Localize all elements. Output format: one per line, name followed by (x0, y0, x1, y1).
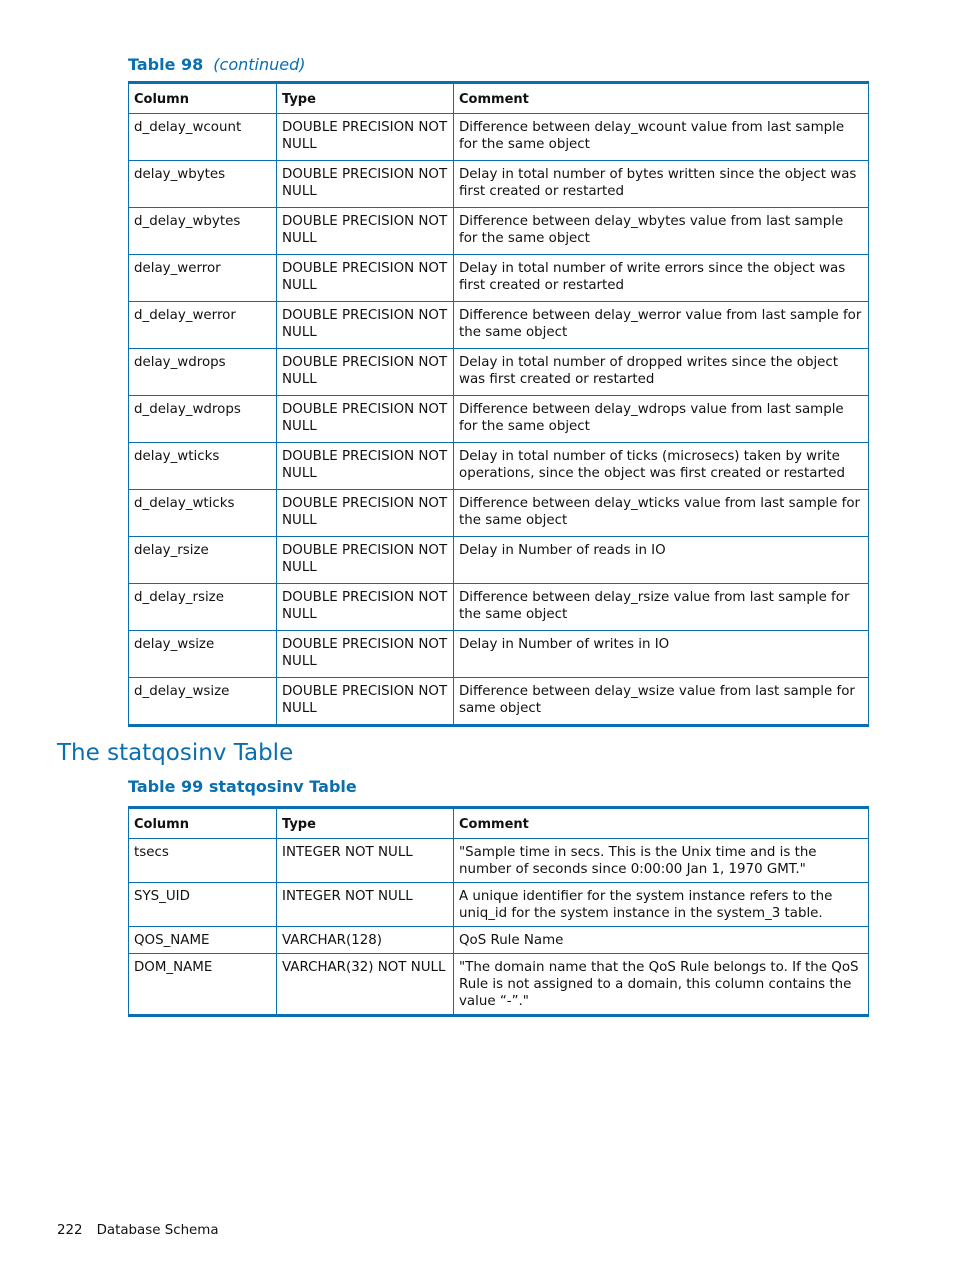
cell-type: INTEGER NOT NULL (277, 883, 454, 927)
cell-column: DOM_NAME (129, 954, 277, 1016)
table-row (129, 396, 869, 443)
cell-column: d_delay_wticks (129, 490, 277, 537)
table-row (129, 631, 869, 678)
table-98-label: Table 98 (128, 55, 204, 74)
cell-column: delay_wsize (129, 631, 277, 678)
cell-comment: Difference between delay_wdrops value from last sample for the same object (454, 396, 869, 443)
cell-comment: A unique identifier for the system instance refers to the uniq_id for the system instance in the system_3 table. (454, 883, 869, 927)
table-row (129, 490, 869, 537)
cell-comment: Difference between delay_rsize value from last sample for the same object (454, 584, 869, 631)
cell-comment: QoS Rule Name (454, 927, 869, 954)
cell-column: d_delay_rsize (129, 584, 277, 631)
cell-comment: Difference between delay_wticks value from last sample for the same object (454, 490, 869, 537)
table-row (129, 302, 869, 349)
cell-column: delay_rsize (129, 537, 277, 584)
table-98-caption (128, 55, 306, 74)
cell-column: delay_wdrops (129, 349, 277, 396)
table-row (129, 839, 869, 883)
cell-comment: Delay in total number of bytes written since the object was first created or restarted (454, 161, 869, 208)
cell-type: DOUBLE PRECISION NOT NULL (277, 584, 454, 631)
table-row (129, 349, 869, 396)
cell-column: delay_wbytes (129, 161, 277, 208)
page-number: 222 (57, 1223, 83, 1238)
cell-type: DOUBLE PRECISION NOT NULL (277, 396, 454, 443)
cell-column: delay_wticks (129, 443, 277, 490)
cell-comment: Delay in total number of write errors since the object was first created or restarted (454, 255, 869, 302)
cell-comment: "The domain name that the QoS Rule belongs to. If the QoS Rule is not assigned to a domain, this column contains the value “-”." (454, 954, 869, 1016)
table-row (129, 537, 869, 584)
cell-column: d_delay_wdrops (129, 396, 277, 443)
table-row (129, 443, 869, 490)
footer-text: Database Schema (96, 1223, 219, 1238)
cell-comment: Delay in Number of reads in IO (454, 537, 869, 584)
page-footer (57, 1223, 219, 1238)
cell-type: VARCHAR(32) NOT NULL (277, 954, 454, 1016)
column-header-type: Type (277, 808, 454, 839)
cell-type: DOUBLE PRECISION NOT NULL (277, 208, 454, 255)
cell-comment: "Sample time in secs. This is the Unix time and is the number of seconds since 0:00:00 Jan 1, 1970 GMT." (454, 839, 869, 883)
cell-type: DOUBLE PRECISION NOT NULL (277, 161, 454, 208)
table-row (129, 255, 869, 302)
cell-type: DOUBLE PRECISION NOT NULL (277, 537, 454, 584)
cell-type: DOUBLE PRECISION NOT NULL (277, 114, 454, 161)
table-row (129, 927, 869, 954)
cell-column: d_delay_wbytes (129, 208, 277, 255)
cell-type: DOUBLE PRECISION NOT NULL (277, 302, 454, 349)
table-99-caption: Table 99 statqosinv Table (128, 777, 357, 796)
table-row (129, 678, 869, 726)
column-header-comment: Comment (454, 83, 869, 114)
table-header-row (129, 83, 869, 114)
table-row (129, 161, 869, 208)
cell-comment: Delay in Number of writes in IO (454, 631, 869, 678)
table-98 (128, 81, 869, 727)
cell-column: d_delay_wsize (129, 678, 277, 726)
table-row (129, 883, 869, 927)
cell-comment: Difference between delay_wbytes value from last sample for the same object (454, 208, 869, 255)
table-row (129, 114, 869, 161)
cell-type: INTEGER NOT NULL (277, 839, 454, 883)
cell-column: QOS_NAME (129, 927, 277, 954)
cell-type: DOUBLE PRECISION NOT NULL (277, 443, 454, 490)
column-header-column: Column (129, 808, 277, 839)
cell-column: d_delay_werror (129, 302, 277, 349)
cell-comment: Delay in total number of ticks (microsecs) taken by write operations, since the object was first created or restarted (454, 443, 869, 490)
cell-type: DOUBLE PRECISION NOT NULL (277, 631, 454, 678)
column-header-column: Column (129, 83, 277, 114)
cell-column: d_delay_wcount (129, 114, 277, 161)
table-99-body (129, 839, 869, 1016)
table-99 (128, 806, 869, 1017)
table-header-row (129, 808, 869, 839)
cell-column: delay_werror (129, 255, 277, 302)
cell-type: DOUBLE PRECISION NOT NULL (277, 255, 454, 302)
section-title: The statqosinv Table (57, 740, 294, 766)
cell-type: VARCHAR(128) (277, 927, 454, 954)
cell-column: SYS_UID (129, 883, 277, 927)
cell-column: tsecs (129, 839, 277, 883)
table-row (129, 954, 869, 1016)
cell-type: DOUBLE PRECISION NOT NULL (277, 490, 454, 537)
column-header-comment: Comment (454, 808, 869, 839)
cell-comment: Delay in total number of dropped writes since the object was first created or restarted (454, 349, 869, 396)
cell-comment: Difference between delay_werror value from last sample for the same object (454, 302, 869, 349)
cell-type: DOUBLE PRECISION NOT NULL (277, 678, 454, 726)
cell-comment: Difference between delay_wsize value from last sample for same object (454, 678, 869, 726)
column-header-type: Type (277, 83, 454, 114)
table-98-body (129, 114, 869, 726)
table-98-continued: (continued) (213, 55, 306, 74)
cell-type: DOUBLE PRECISION NOT NULL (277, 349, 454, 396)
cell-comment: Difference between delay_wcount value from last sample for the same object (454, 114, 869, 161)
table-row (129, 208, 869, 255)
table-row (129, 584, 869, 631)
